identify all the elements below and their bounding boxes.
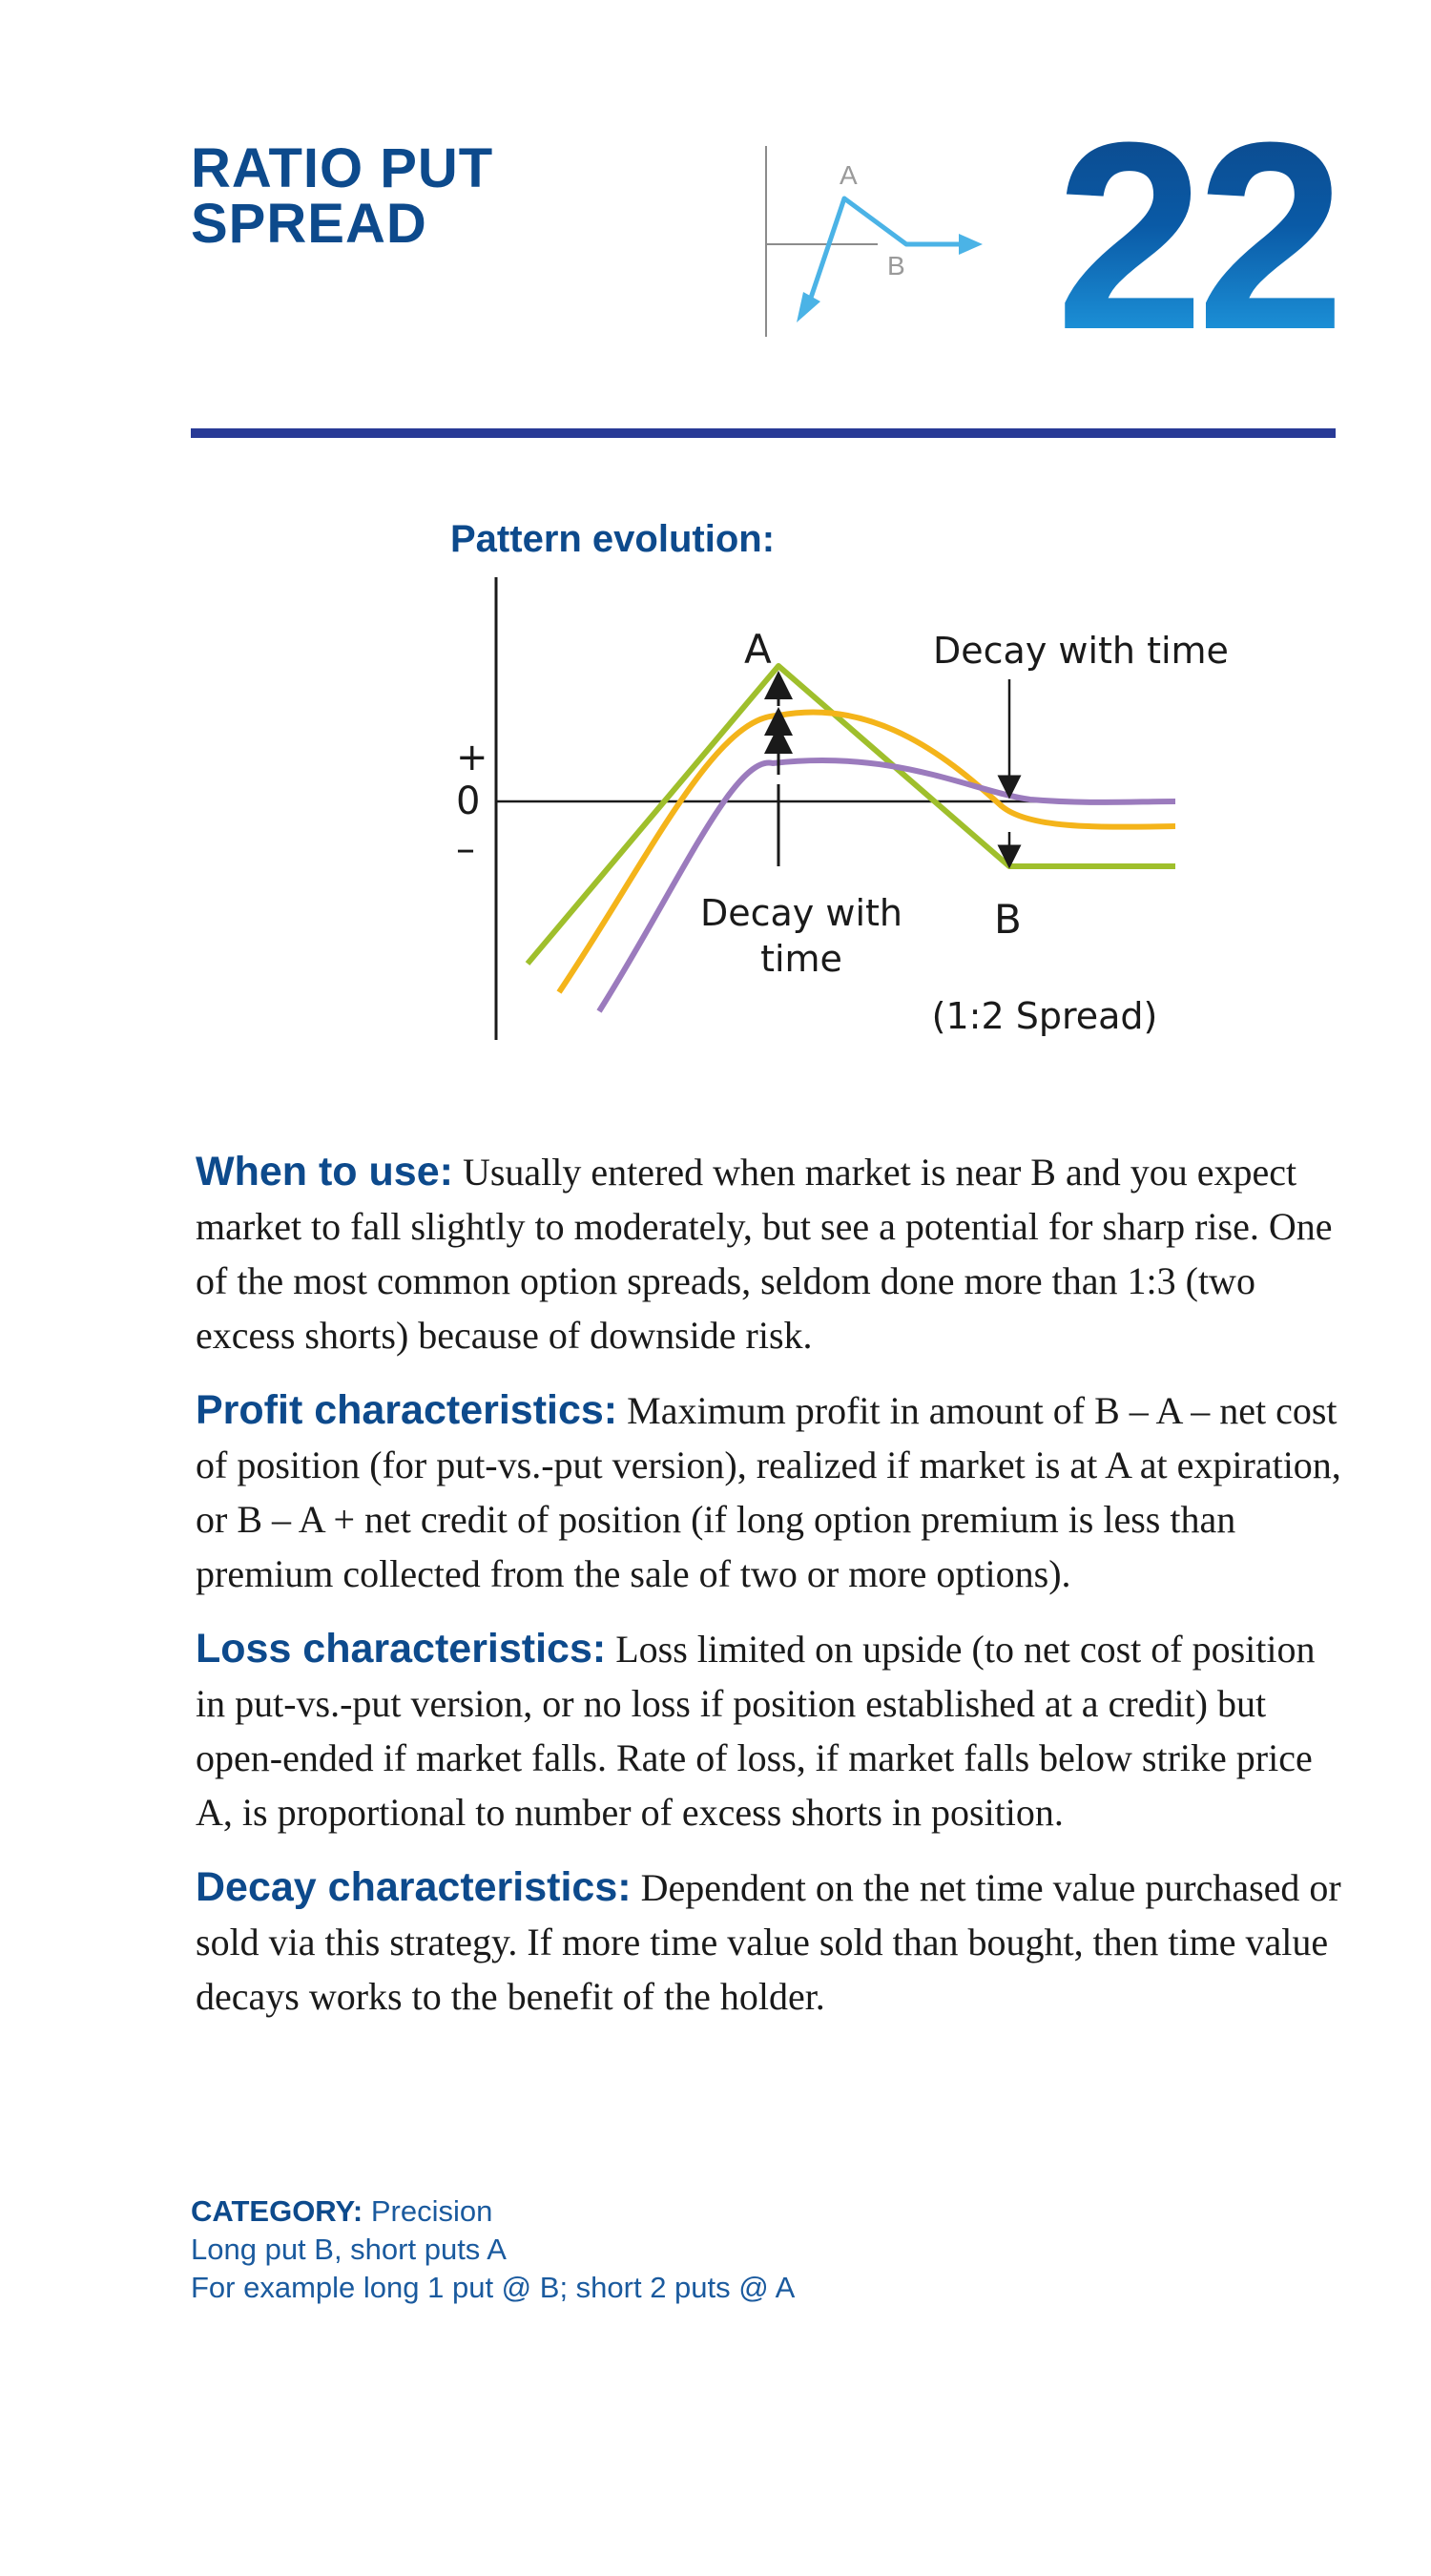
when-to-use-section: [196, 1145, 1350, 1362]
spread-label: (1:2 Spread): [931, 995, 1158, 1037]
decay-bottom-label-2: time: [760, 938, 842, 980]
label-minus: –: [456, 827, 475, 871]
category-positions: Long put B, short puts A: [191, 2233, 507, 2266]
category-label: CATEGORY:: [191, 2194, 363, 2228]
page-title: [191, 137, 494, 255]
label-zero: 0: [456, 779, 481, 823]
category-line: [191, 2192, 795, 2231]
label-a: A: [744, 626, 772, 673]
mid-term-curve: [559, 712, 1175, 992]
loss-characteristics-section: [196, 1622, 1350, 1839]
title-line-1: RATIO PUT: [191, 137, 494, 199]
label-b: B: [994, 896, 1022, 943]
label-plus: +: [456, 736, 488, 779]
strategy-sections: [196, 1145, 1350, 2045]
decay-top-label: Decay with time: [933, 630, 1229, 672]
decay-characteristics-section: [196, 1860, 1350, 2024]
decay-bottom-label-1: Decay with: [699, 892, 903, 934]
section-label: Decay characteristics:: [196, 1864, 632, 1910]
profit-characteristics-section: [196, 1383, 1350, 1601]
title-line-2: SPREAD: [191, 193, 427, 255]
page-number: 22: [1055, 88, 1338, 385]
header-divider: [191, 428, 1336, 438]
chart-title: Pattern evolution:: [450, 518, 776, 560]
strategy-diagram-icon: [754, 141, 992, 342]
icon-label-a: A: [840, 160, 858, 190]
section-label: When to use:: [196, 1149, 453, 1195]
category-example: For example long 1 put @ B; short 2 puts @ A: [191, 2271, 796, 2304]
category-value: Precision: [370, 2194, 493, 2228]
section-label: Loss characteristics:: [196, 1626, 607, 1672]
section-label: Profit characteristics:: [196, 1387, 618, 1433]
section-text: Loss limited on upside (to net cost of position in put-vs.-put version, or no loss if position established at a credit) but open-ended if market falls. Rate of loss, if market falls below strike price A, is proportional to number of excess shorts in position.: [196, 1628, 1316, 1834]
pattern-evolution-chart: [439, 572, 1229, 1049]
icon-label-b: B: [887, 251, 905, 280]
section-text: Maximum profit in amount of B – A – net cost of position (for put-vs.-put version), realized if market is at A at expiration, or B – A + net credit of position (if long option premium is less than premium collected from the sale of two or more options).: [196, 1389, 1341, 1595]
category-block: [191, 2192, 795, 2307]
section-text: Usually entered when market is near B and you expect market to fall slightly to moderately, but see a potential for sharp rise. One of the most common option spreads, seldom done more than 1:3 (two excess shorts) because of downside risk.: [196, 1151, 1333, 1357]
section-text: Dependent on the net time value purchased or sold via this strategy. If more time value sold than bought, then time value decays works to the benefit of the holder.: [196, 1866, 1341, 2018]
